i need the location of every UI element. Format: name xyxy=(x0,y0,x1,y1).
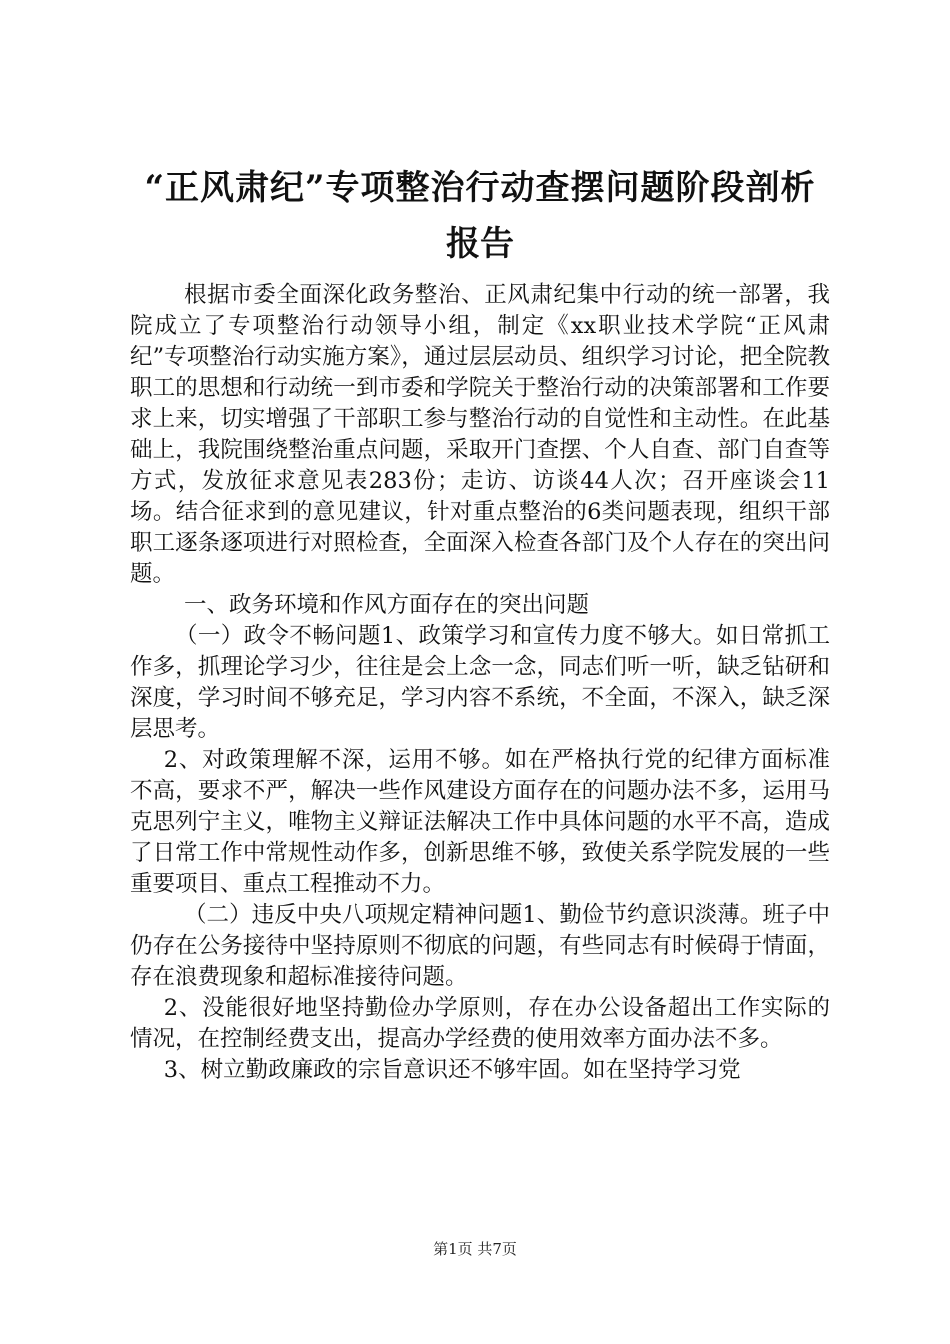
paragraph-subsection-2: （二）违反中央八项规定精神问题1、勤俭节约意识淡薄。班子中仍存在公务接待中坚持原则不彻底的问题，有些同志有时候碍于情面，存在浪费现象和超标准接待问题。 xyxy=(130,902,830,990)
document-page xyxy=(130,160,830,1086)
document-title-line1: “正风肃纪”专项整治行动查摆问题阶段剖析 xyxy=(144,168,816,208)
paragraph-item-2b: 2、没能很好地坚持勤俭办学原则，存在办公设备超出工作实际的情况，在控制经费支出，提高办学经费的使用效率方面办法不多。 xyxy=(130,995,830,1052)
document-title-line2: 报告 xyxy=(446,224,514,264)
paragraph-intro: 根据市委全面深化政务整治、正风肃纪集中行动的统一部署，我院成立了专项整治行动领导小组，制定《xx职业技术学院“正风肃纪”专项整治行动实施方案》，通过层层动员、组织学习讨论，把全院教职工的思想和行动统一到市委和学院关于整治行动的决策部署和工作要求上来，切实增强了干部职工参与整治行动的自觉性和主动性。在此基础上，我院围绕整治重点问题，采取开门查摆、个人自查、部门自查等方式，发放征求意见表283份；走访、访谈44人次；召开座谈会11场。结合征求到的意见建议，针对重点整治的6类问题表现，组织干部职工逐条逐项进行对照检查，全面深入检查各部门及个人存在的突出问题。 xyxy=(130,282,830,587)
section-heading-1: 一、政务环境和作风方面存在的突出问题 xyxy=(184,592,590,618)
page-footer: 第1页 共7页 xyxy=(433,1240,517,1258)
paragraph-subsection-1: （一）政令不畅问题1、政策学习和宣传力度不够大。如日常抓工作多，抓理论学习少，往往是会上念一念，同志们听一听，缺乏钻研和深度，学习时间不够充足，学习内容不系统，不全面，不深入，缺乏深层思考。 xyxy=(130,623,830,742)
paragraph-item-3: 3、树立勤政廉政的宗旨意识还不够牢固。如在坚持学习党 xyxy=(163,1057,741,1083)
paragraph-item-2: 2、对政策理解不深，运用不够。如在严格执行党的纪律方面标准不高，要求不严，解决一些作风建设方面存在的问题办法不多，运用马克思列宁主义，唯物主义辩证法解决工作中具体问题的水平不高，造成了日常工作中常规性动作多，创新思维不够，致使关系学院发展的一些重要项目、重点工程推动不力。 xyxy=(130,747,830,897)
document-body xyxy=(130,280,830,1086)
